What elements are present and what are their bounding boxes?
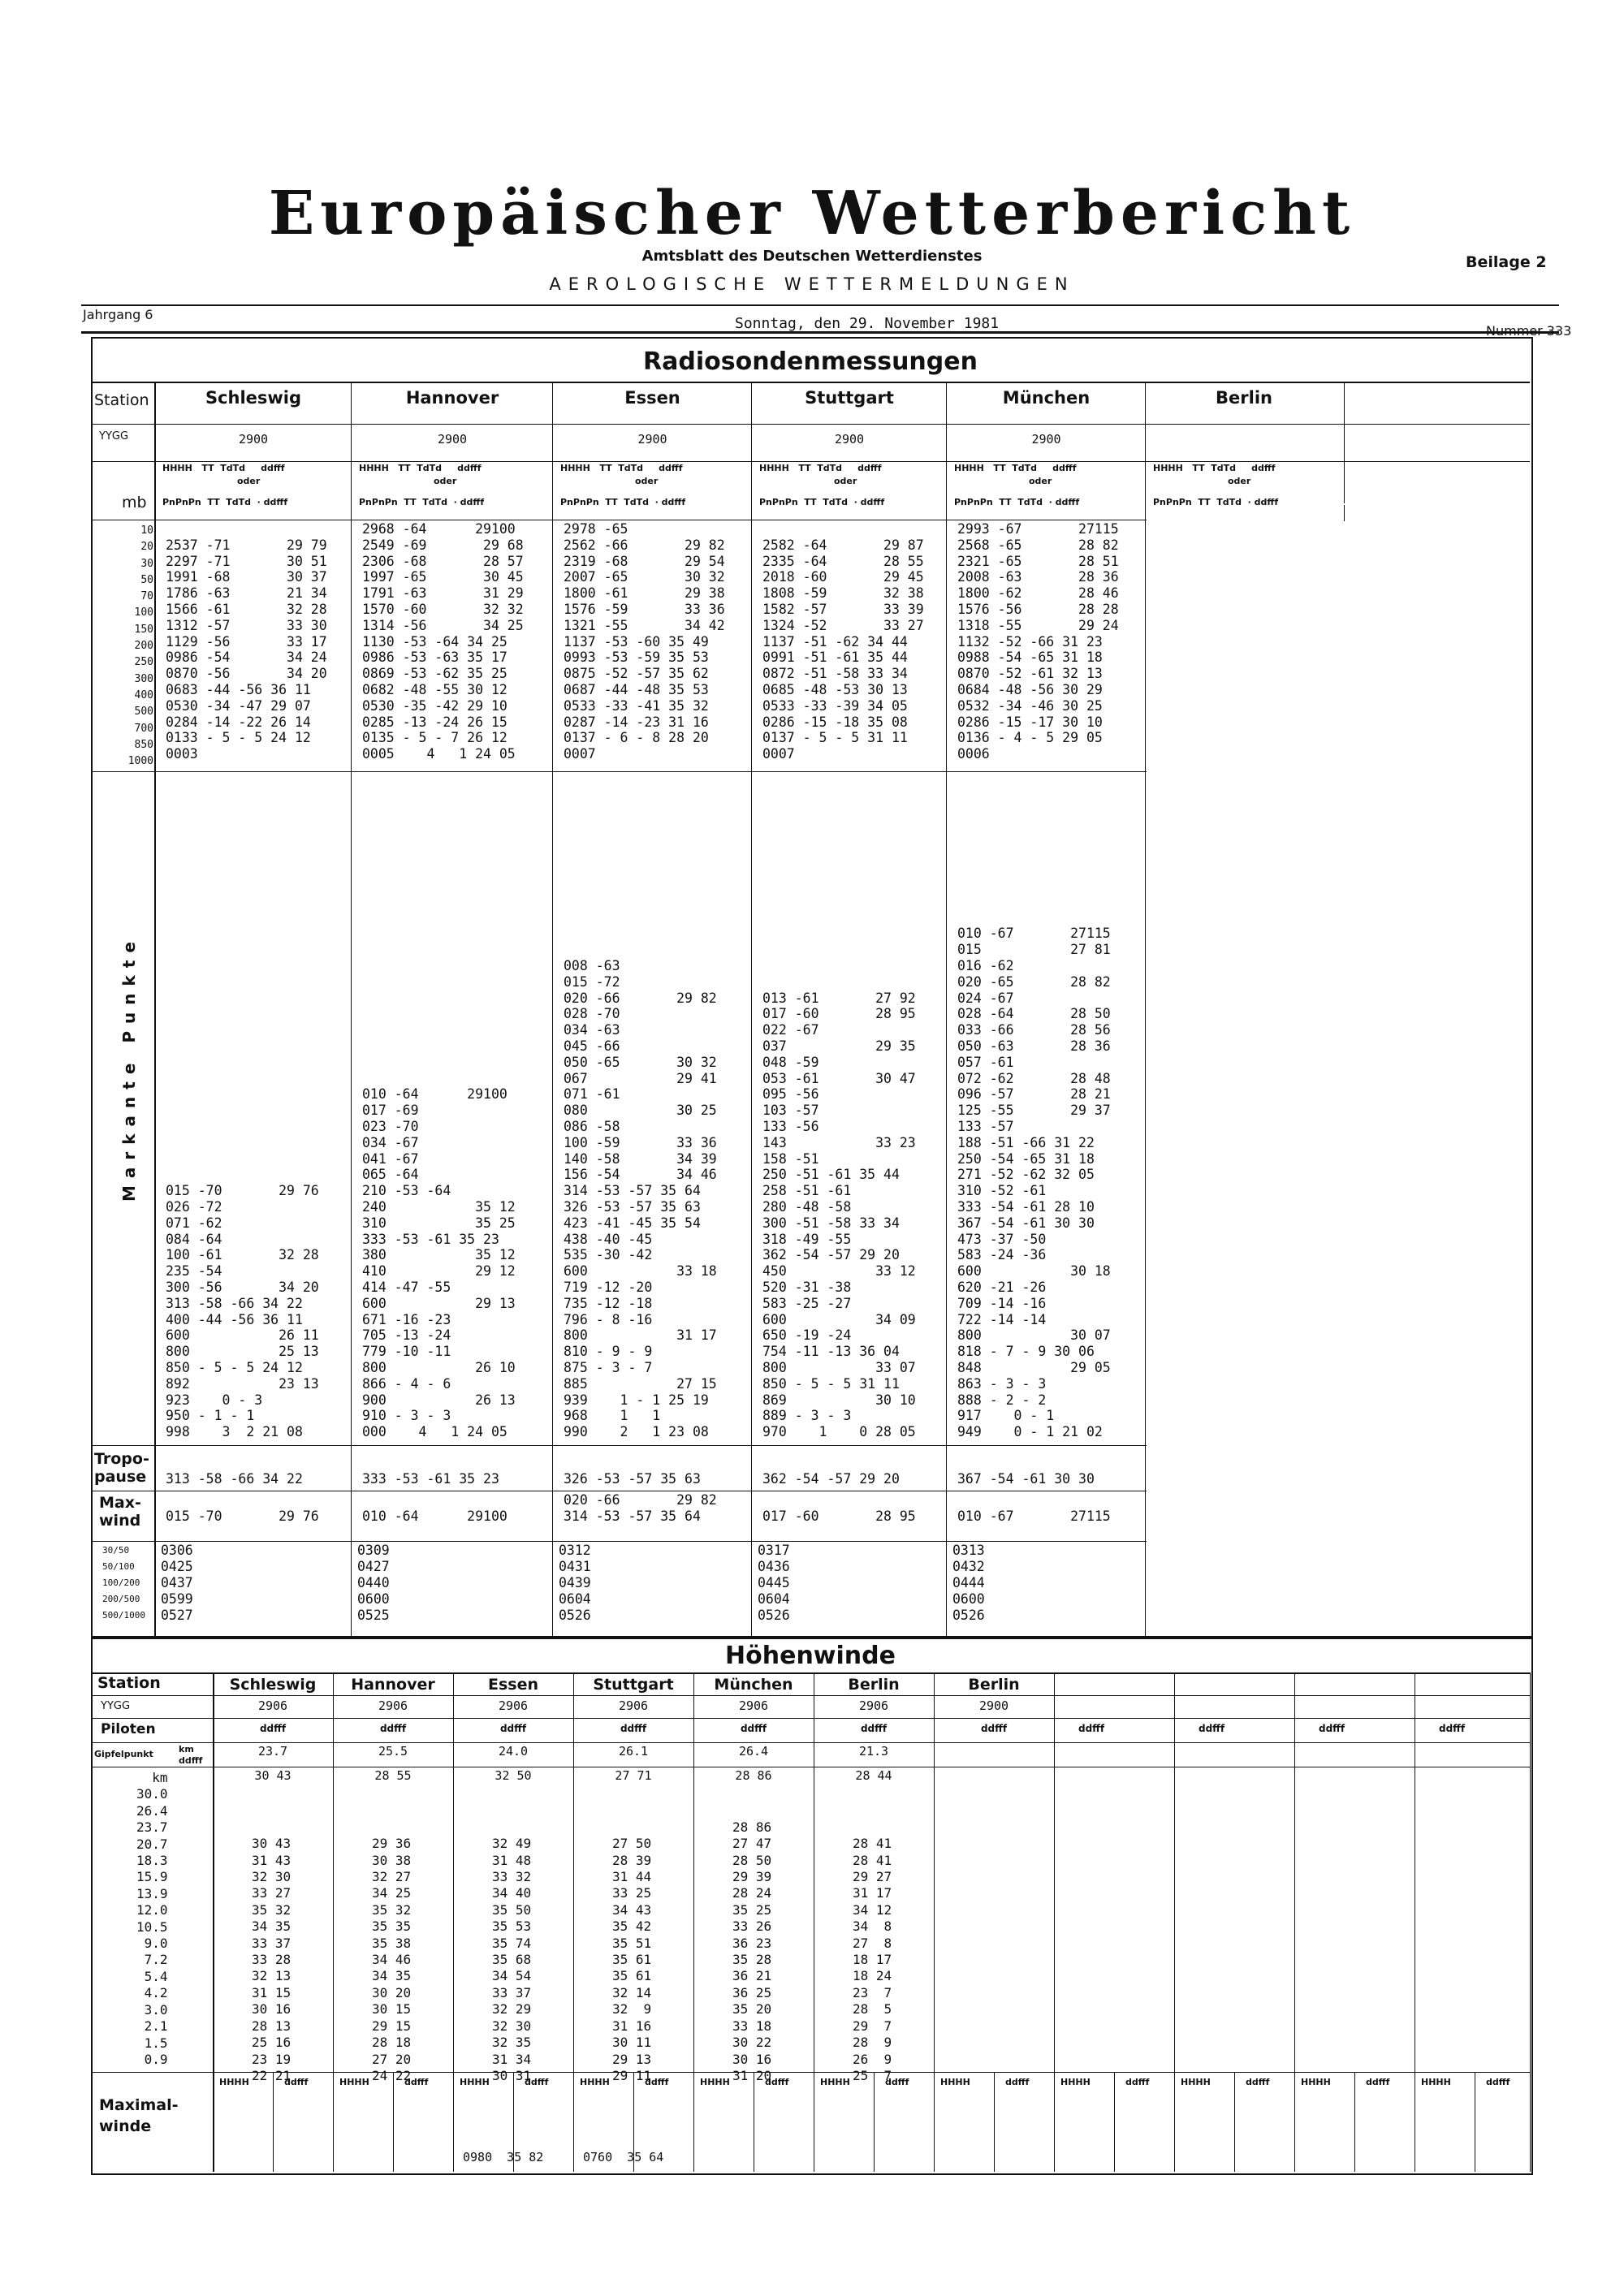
wind-values: 32 49 31 48 33 32 34 40 35 50 35 53 35 74 35 68 34 54 33 37 32 29 32 30 32 35 31 34 30 31: [492, 1836, 532, 2083]
marked-points: 015 -70 29 76 026 -72 071 -62 084 -64 100 -61 32 28 235 -54 300 -56 34 20 313 -58 -66 34 22 400 -44 -56 36 11 600 26 11 800 25 13 850 - 5 - 5 24 12 892 23 13 923 0 - 3 950 - 1 - 1 998 3 2 21 08: [166, 1183, 319, 1440]
grid-line: [874, 2072, 875, 2172]
grid-line: [91, 1718, 1530, 1719]
grid-line: [1530, 1672, 1531, 2172]
wind-station-name: Essen: [487, 1676, 538, 1694]
station-yygg: 2900: [437, 432, 468, 447]
station-yygg: 2900: [238, 432, 269, 447]
grid-line: [91, 424, 1530, 425]
level-values: 10 20 30 50 70 100 150 200 250 300 400 500 700 850 1000: [127, 524, 153, 768]
tropopause-label: Tropo- pause: [94, 1450, 149, 1486]
grid-line: [91, 2072, 1530, 2073]
station-yygg: 2900: [637, 432, 667, 447]
grid-line: [91, 461, 1530, 462]
grid-line: [1145, 382, 1146, 1636]
station-name: München: [1002, 388, 1091, 408]
maxwind-ddfff-head: ddfff: [1486, 2077, 1510, 2087]
tropopause-values: 367 -54 -61 30 30: [957, 1471, 1095, 1487]
column-head-oder: oder: [834, 476, 857, 486]
gipfel-ddfff: 27 71: [615, 1768, 652, 1783]
maxwind-value: 0760 35 64: [583, 2150, 664, 2164]
standard-levels: 2537 -71 29 79 2297 -71 30 51 1991 -68 30 37 1786 -63 21 34 1566 -61 32 28 1312 -57 33 30 1129 -56 33 17 0986 -54 34 24 0870 -56 34 20 0683 -44 -56 36 11 0530 -34 -47 29 07 0284 -14 -22 26 14 0133 - 5 - 5 24 12 0003: [166, 537, 327, 762]
layer-list: [102, 1543, 145, 1624]
grid-line: [994, 2072, 995, 2172]
column-head-1: HHHH TT TdTd ddfff: [954, 463, 1077, 473]
thickness-values: 0309 0427 0440 0600 0525: [357, 1543, 390, 1623]
station-yygg: 2900: [834, 432, 865, 447]
km-level-values: km 30.0 26.4 23.7 20.7 18.3 15.9 13.9 12.0 10.5 9.0 7.2 5.4 4.2 3.0 2.1 1.5 0.9: [136, 1770, 168, 2067]
marked-points-label: Markante Punkte: [119, 934, 139, 1202]
maxwind-values: 010 -67 27115: [957, 1508, 1111, 1524]
maxwind-hhhh-head: HHHH: [1301, 2077, 1331, 2087]
tropopause-values: 326 -53 -57 35 63: [564, 1471, 701, 1487]
wind-ddfff-head: ddfff: [1078, 1723, 1105, 1734]
winds-title: Höhenwinde: [725, 1642, 896, 1670]
column-head-oder: oder: [1228, 476, 1251, 486]
maxwind-ddfff-head: ddfff: [765, 2077, 789, 2087]
grid-line: [1294, 1672, 1295, 2172]
gipfel-ddfff-label: ddfff: [179, 1755, 203, 1766]
beilage-label: Beilage 2: [1466, 253, 1547, 271]
wind-station-yygg: 2906: [858, 1698, 889, 1713]
grid-line: [1114, 2072, 1115, 2172]
winds-frame: [91, 1636, 1533, 2175]
maxwind-values: 010 -64 29100: [362, 1508, 508, 1524]
wind-station-name: Berlin: [968, 1676, 1020, 1694]
maxwind-values: 015 -70 29 76: [166, 1508, 319, 1524]
grid-line: [91, 1541, 1147, 1542]
maxwind-hhhh-head: HHHH: [1060, 2077, 1091, 2087]
maxwind-hhhh-head: HHHH: [1181, 2077, 1211, 2087]
maxwind-hhhh-head: HHHH: [460, 2077, 490, 2087]
wind-values: 27 50 28 39 31 44 33 25 34 43 35 42 35 51 35 61 35 61 32 14 32 9 31 16 30 11 29 13 29 11: [612, 1836, 652, 2083]
column-head-2: PnPnPn TT TdTd · ddfff: [759, 497, 885, 507]
header-rule: [81, 331, 1559, 334]
standard-levels: 2582 -64 29 87 2335 -64 28 55 2018 -60 29 45 1808 -59 32 38 1582 -57 33 39 1324 -52 33 27 1137 -51 -62 34 44 0991 -51 -61 35 44 0872 -51 -58 33 34 0685 -48 -53 30 13 0533 -33 -39 34 05 0286 -15 -18 35 08 0137 - 5 - 5 31 11 0007: [762, 537, 924, 762]
maxwind-hhhh-head: HHHH: [580, 2077, 610, 2087]
grid-line: [1344, 382, 1345, 503]
wind-station-yygg: 2906: [618, 1698, 649, 1713]
wind-values: 29 36 30 38 32 27 34 25 35 32 35 35 35 38 34 46 34 35 30 20 30 15 29 15 28 18 27 20 24 22: [372, 1836, 412, 2083]
maxwind-ddfff-head: ddfff: [1125, 2077, 1150, 2087]
maxwind-ddfff-head: ddfff: [284, 2077, 309, 2087]
gipfel-km: 21.3: [858, 1744, 889, 1759]
gipfel-ddfff: 28 86: [735, 1768, 772, 1783]
wind-station-yygg: 2906: [378, 1698, 408, 1713]
wind-ddfff-head: ddfff: [259, 1723, 287, 1734]
grid-line: [1344, 505, 1345, 521]
maxwind-ddfff-head: ddfff: [1005, 2077, 1030, 2087]
page-subtitle: Amtsblatt des Deutschen Wetterdienstes: [641, 248, 983, 265]
column-head-2: PnPnPn TT TdTd · ddfff: [162, 497, 288, 507]
grid-line: [91, 771, 1147, 772]
gipfel-km: 24.0: [498, 1744, 529, 1759]
wind-station-name: München: [714, 1676, 793, 1694]
standard-levels: 2978 -65 2562 -66 29 82 2319 -68 29 54 2007 -65 30 32 1800 -61 29 38 1576 -59 33 36 1321 -55 34 42 1137 -53 -60 35 49 0993 -53 -59 35 53 0875 -52 -57 35 62 0687 -44 -48 35 53 0533 -33 -41 35 32 0287 -14 -23 31 16 0137 - 6 - 8 28 20 0007: [564, 521, 725, 762]
date-label: Sonntag, den 29. November 1981: [735, 315, 1000, 332]
nummer-label: Nummer 333: [1486, 323, 1572, 339]
marked-points: 010 -64 29100 017 -69 023 -70 034 -67 041 -67 065 -64 210 -53 -64 240 35 12 310 35 25 333 -53 -61 35 23 380 35 12 410 29 12 414 -47 -55 600 29 13 671 -16 -23 705 -13 -24 779 -10 -11 800 26 10 866 - 4 - 6 900 26 13 910 - 3 - 3 000 4 1 24 05: [362, 1086, 516, 1440]
maxwind-hhhh-head: HHHH: [700, 2077, 730, 2087]
grid-line: [351, 382, 352, 1636]
wind-ddfff-head: ddfff: [860, 1723, 888, 1734]
wind-station-yygg: 2906: [498, 1698, 529, 1713]
wind-ddfff-head: ddfff: [980, 1723, 1008, 1734]
mb-label: mb: [122, 494, 147, 511]
standard-levels: 2993 -67 27115 2568 -65 28 82 2321 -65 28 51 2008 -63 28 36 1800 -62 28 46 1576 -56 28 28 1318 -55 29 24 1132 -52 -66 31 23 0988 -54 -65 31 18 0870 -52 -61 32 13 0684 -48 -56 30 29 0532 -34 -46 30 25 0286 -15 -17 30 10 0136 - 4 - 5 29 05 0006: [957, 521, 1119, 762]
grid-line: [91, 1695, 1530, 1696]
station-yygg: 2900: [1031, 432, 1061, 447]
gipfel-km: 25.5: [378, 1744, 408, 1759]
grid-line: [91, 1445, 1147, 1446]
section-title: AEROLOGISCHE WETTERMELDUNGEN: [549, 274, 1075, 294]
grid-line: [273, 2072, 274, 2172]
column-head-2: PnPnPn TT TdTd · ddfff: [954, 497, 1080, 507]
wind-station-name: Stuttgart: [593, 1676, 674, 1694]
km-levels: [136, 1770, 168, 2068]
layer-values: 30/50 50/100 100/200 200/500 500/1000: [102, 1545, 145, 1621]
column-head-1: HHHH TT TdTd ddfff: [560, 463, 683, 473]
gipfel-ddfff: 30 43: [254, 1768, 292, 1783]
gipfel-ddfff: 28 55: [374, 1768, 412, 1783]
wind-ddfff-head: ddfff: [379, 1723, 407, 1734]
maxwind-ddfff-head: ddfff: [885, 2077, 909, 2087]
maxwind-hhhh-head: HHHH: [219, 2077, 249, 2087]
maxwind-hhhh-head: HHHH: [820, 2077, 850, 2087]
station-name: Hannover: [405, 388, 499, 408]
wind-ddfff-head: ddfff: [740, 1723, 767, 1734]
wind-station-yygg: 2900: [978, 1698, 1009, 1713]
wind-station-name: Hannover: [351, 1676, 435, 1694]
tropopause-values: 362 -54 -57 29 20: [762, 1471, 900, 1487]
wind-ddfff-head: ddfff: [1199, 1723, 1225, 1734]
station-name: Essen: [624, 388, 680, 408]
wind-values: 30 43 31 43 32 30 33 27 35 32 34 35 33 37 33 28 32 13 31 15 30 16 28 13 25 16 23 19 22 21: [252, 1836, 292, 2083]
maxwind-ddfff-head: ddfff: [1246, 2077, 1270, 2087]
thickness-values: 0313 0432 0444 0600 0526: [952, 1543, 985, 1623]
grid-line: [552, 382, 553, 1636]
grid-line: [1234, 2072, 1235, 2172]
gipfel-ddfff: 28 44: [855, 1768, 892, 1783]
winds-station-label: Station: [97, 1674, 161, 1692]
gipfelpunkt-label: Gipfelpunkt: [94, 1749, 153, 1759]
grid-line: [946, 382, 947, 1636]
grid-line: [1174, 1672, 1175, 2172]
standard-levels: 2968 -64 29100 2549 -69 29 68 2306 -68 28 57 1997 -65 30 45 1791 -63 31 29 1570 -60 32 32 1314 -56 34 25 1130 -53 -64 34 25 0986 -53 -63 35 17 0869 -53 -62 35 25 0682 -48 -55 30 12 0530 -35 -42 29 10 0285 -13 -24 26 15 0135 - 5 - 7 26 12 0005 4 1 24 05: [362, 521, 524, 762]
header-rule: [81, 304, 1559, 306]
radiosonde-title: Radiosondenmessungen: [643, 347, 978, 376]
maxwind-hhhh-head: HHHH: [940, 2077, 970, 2087]
wind-ddfff-head: ddfff: [1319, 1723, 1345, 1734]
gipfel-ddfff: 32 50: [495, 1768, 532, 1783]
maxwind-hhhh-head: HHHH: [1421, 2077, 1451, 2087]
maximalwinde-label: Maximal- winde: [99, 2096, 179, 2135]
column-head-1: HHHH TT TdTd ddfff: [359, 463, 482, 473]
column-head-1: HHHH TT TdTd ddfff: [1153, 463, 1276, 473]
marked-points: 008 -63 015 -72 020 -66 29 82 028 -70 034 -63 045 -66 050 -65 30 32 067 29 41 071 -61 080 30 25 086 -58 100 -59 33 36 140 -58 34 39 156 -54 34 46 314 -53 -57 35 64 326 -53 -57 35 63 423 -41 -45 35 54 438 -40 -45 535 -30 -42 600 33 18 719 -12 -20 735 -12 -18 796 - 8 -16 800 31 17 810 - 9 - 9 875 - 3 - 7 885 27 15 939 1 - 1 25 19 968 1 1 990 2 1 23 08: [564, 958, 717, 1440]
wind-values: 28 86 27 47 28 50 29 39 28 24 35 25 33 26 36 23 35 28 36 21 36 25 35 20 33 18 30 22 30 16 31 20: [732, 1819, 772, 2083]
thickness-values: 0312 0431 0439 0604 0526: [559, 1543, 591, 1623]
grid-line: [751, 382, 752, 1636]
piloten-label: Piloten: [101, 1721, 156, 1737]
maxwind-ddfff-head: ddfff: [525, 2077, 549, 2087]
level-list: [118, 523, 153, 770]
wind-station-yygg: 2906: [738, 1698, 769, 1713]
grid-line: [1354, 2072, 1355, 2172]
maxwind-ddfff-head: ddfff: [645, 2077, 669, 2087]
winds-yygg-label: YYGG: [101, 1700, 131, 1712]
maxwind-values: 020 -66 29 82 314 -53 -57 35 64: [564, 1492, 717, 1524]
column-head-oder: oder: [434, 476, 457, 486]
maxwind-ddfff-head: ddfff: [404, 2077, 429, 2087]
station-label: Station: [94, 391, 149, 409]
wind-station-name: Schleswig: [229, 1676, 317, 1694]
station-name: Schleswig: [205, 388, 302, 408]
grid-line: [934, 1672, 935, 2172]
station-name: Stuttgart: [805, 388, 894, 408]
column-head-2: PnPnPn TT TdTd · ddfff: [560, 497, 686, 507]
gipfel-km-label: km: [179, 1744, 194, 1754]
marked-points: 010 -67 27115 015 27 81 016 -62 020 -65 28 82 024 -67 028 -64 28 50 033 -66 28 56 050 -63 28 36 057 -61 072 -62 28 48 096 -57 28 21 125 -55 29 37 133 -57 188 -51 -66 31 22 250 -54 -65 31 18 271 -52 -62 32 05 310 -52 -61 333 -54 -61 28 10 367 -54 -61 30 30 473 -37 -50 583 -24 -36 600 30 18 620 -21 -26 709 -14 -16 722 -14 -14 800 30 07 818 - 7 - 9 30 06 848 29 05 863 - 3 - 3 888 - 2 - 2 917 0 - 1 949 0 - 1 21 02: [957, 926, 1111, 1440]
tropopause-values: 333 -53 -61 35 23: [362, 1471, 499, 1487]
station-name: Berlin: [1216, 388, 1272, 408]
maxwind-hhhh-head: HHHH: [339, 2077, 369, 2087]
wind-ddfff-head: ddfff: [1439, 1723, 1466, 1734]
wind-ddfff-head: ddfff: [499, 1723, 527, 1734]
wind-ddfff-head: ddfff: [620, 1723, 647, 1734]
grid-line: [393, 2072, 394, 2172]
column-head-2: PnPnPn TT TdTd · ddfff: [1153, 497, 1279, 507]
maxwind-ddfff-head: ddfff: [1366, 2077, 1390, 2087]
wind-values: 28 41 28 41 29 27 31 17 34 12 34 8 27 8 18 17 18 24 23 7 28 5 29 7 28 9 26 9 25 7: [853, 1836, 892, 2083]
thickness-values: 0317 0436 0445 0604 0526: [758, 1543, 790, 1623]
yygg-label: YYGG: [99, 430, 129, 442]
grid-line: [91, 382, 1530, 383]
gipfel-km: 26.4: [738, 1744, 769, 1759]
grid-line: [1054, 1672, 1055, 2172]
thickness-values: 0306 0425 0437 0599 0527: [161, 1543, 193, 1623]
column-head-oder: oder: [635, 476, 659, 486]
jahrgang-label: Jahrgang 6: [83, 307, 153, 322]
grid-line: [154, 382, 156, 1636]
maxwind-value: 0980 35 82: [463, 2150, 544, 2164]
gipfel-km: 26.1: [618, 1744, 649, 1759]
wind-station-yygg: 2906: [257, 1698, 288, 1713]
column-head-oder: oder: [237, 476, 261, 486]
grid-line: [91, 1742, 1530, 1743]
maxwind-label: Max- wind: [99, 1494, 141, 1530]
wind-station-name: Berlin: [848, 1676, 900, 1694]
tropopause-values: 313 -58 -66 34 22: [166, 1471, 303, 1487]
marked-points: 013 -61 27 92 017 -60 28 95 022 -67 037 29 35 048 -59 053 -61 30 47 095 -56 103 -57 133 -56 143 33 23 158 -51 250 -51 -61 35 44 258 -51 -61 280 -48 -58 300 -51 -58 33 34 318 -49 -55 362 -54 -57 29 20 450 33 12 520 -31 -38 583 -25 -27 600 34 09 650 -19 -24 754 -11 -13 36 04 800 33 07 850 - 5 - 5 31 11 869 30 10 889 - 3 - 3 970 1 0 28 05: [762, 990, 916, 1440]
column-head-2: PnPnPn TT TdTd · ddfff: [359, 497, 485, 507]
maxwind-values: 017 -60 28 95: [762, 1508, 916, 1524]
page-title: Europäischer Wetterbericht: [268, 179, 1356, 248]
gipfel-km: 23.7: [257, 1744, 288, 1759]
column-head-oder: oder: [1029, 476, 1052, 486]
grid-line: [91, 1672, 1530, 1674]
column-head-1: HHHH TT TdTd ddfff: [759, 463, 882, 473]
column-head-1: HHHH TT TdTd ddfff: [162, 463, 285, 473]
